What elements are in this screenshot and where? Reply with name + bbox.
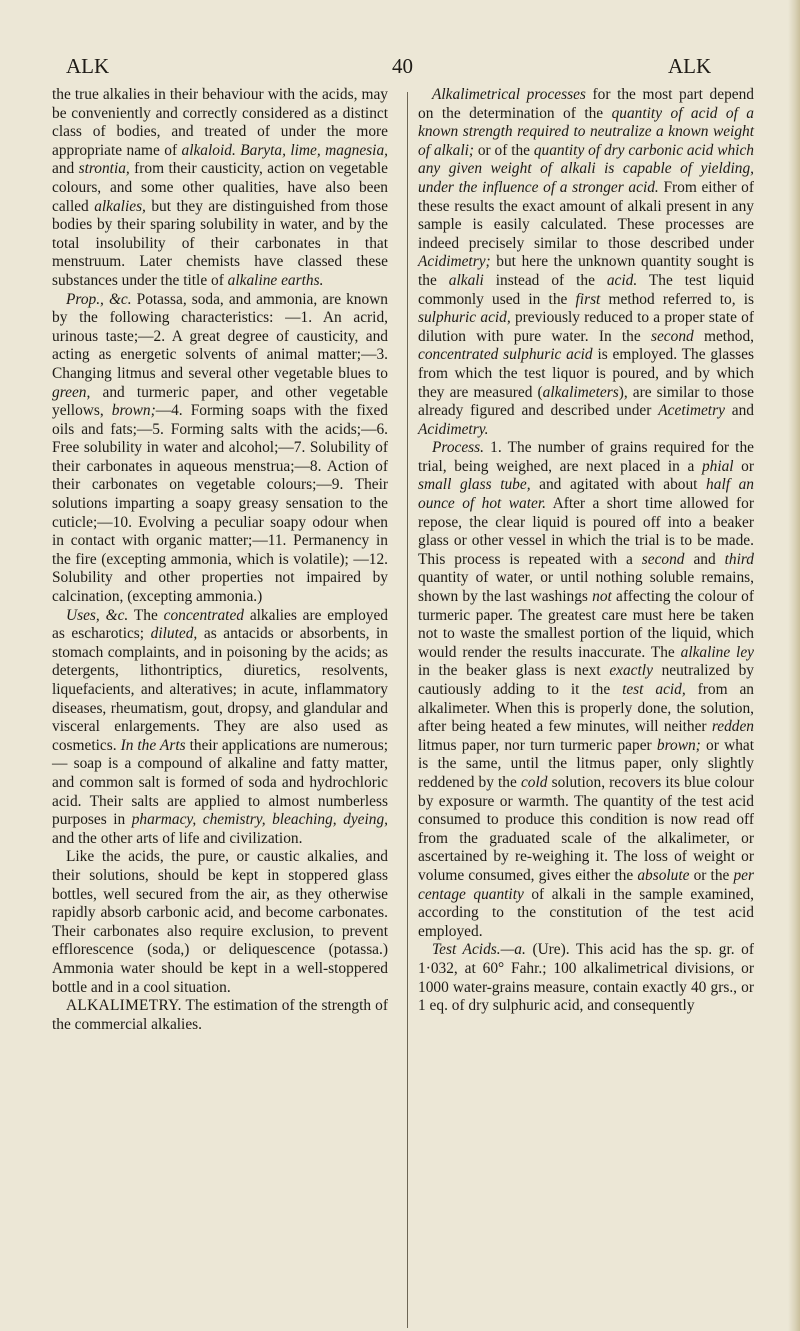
italic-text: Alkalimetrical processes [432, 86, 586, 103]
text-run: and [52, 160, 79, 178]
text-run: but they are distinguished from those bodies by their sparing solubility in water, and by the total insolubility of their carbonates in that menstruum. Later chemists have classed these substances under the title of [52, 197, 388, 289]
italic-text: second [650, 327, 694, 345]
text-run: method referred to, is [600, 290, 754, 308]
text-run: or the [689, 866, 734, 884]
text-run: Potassa, soda, and ammonia, are known by the following characteristics: —1. An acrid, urinous taste;—2. A great degree of causticity, and acting as energetic solvents of animal matter;—3. Changing litmus and several other vegetable blues to [52, 290, 388, 382]
italic-text: cold [520, 773, 548, 791]
text-run: the true alkalies in their behaviour with the acids, may be conveniently and correctly considered as a distinct class of bodies, and treated of under the more appropriate name of [52, 86, 388, 159]
text-run: From either of these results the exact amount of alkali present in any sample is easily calculated. These processes are indeed precisely similar to those described under [418, 178, 754, 252]
italic-text: strontia, [78, 160, 130, 178]
italic-text: In the Arts [120, 736, 186, 754]
italic-text: per centage quantity [418, 866, 754, 903]
italic-text: third [724, 550, 754, 568]
italic-text: brown; [111, 402, 156, 420]
text-run: Like the acids, the pure, or caustic alkalies, and their solutions, should be kept in stoppered glass bottles, well secured from the air, as they otherwise rapidly absorb carbonic acid, and become carbonates. Their carbonates also require exclusion, to prevent efflorescence (soda,) or deliquescence (potassa.) Ammonia water should be kept in a well-stoppered bottle and in a cool situation. [52, 848, 388, 996]
italic-text: Uses, &c. [66, 606, 129, 624]
paragraph [418, 941, 754, 1015]
italic-text: Process. [432, 439, 485, 457]
paragraph [52, 291, 388, 607]
text-run: —4. Forming soaps with the fixed oils and fats;—5. Forming salts with the acids;—6. Free solubility in water and alcohol;—7. Solubility of their carbonates in aqueous menstrua;—8. Action of their carbonates on vegetable colours;—9. Their solutions imparting a soapy greasy sensation to the cuticle;—10. Evolving a peculiar soapy odour when in contact with organic matter;—11. Permanency in the fire (excepting ammonia, which is volatile); —12. Solubility and other properties not impaired by calcination, (excepting ammonia.) [52, 402, 388, 606]
italic-text: Test Acids.—a. [432, 941, 526, 959]
italic-text: second [641, 550, 685, 568]
text-run: but here the unknown quantity sought is the [418, 253, 754, 289]
text-run: instead of the [483, 271, 607, 289]
text-run: (Ure). This acid has the sp. gr. of 1·032, at 60° Fahr.; 100 alkalimetrical divisions, or 1000 water-grains measure, contain exactly 40 grs., or 1 eq. of dry sulphuric acid, and consequently [418, 941, 754, 1015]
italic-text: alkaline ley [680, 643, 754, 661]
text-run: in the beaker glass is next [418, 662, 610, 680]
italic-text: acid. [606, 271, 638, 289]
text-run: ALKALIMETRY. [66, 997, 182, 1015]
text-run: neutralized by cautiously adding to it the [418, 662, 754, 698]
text-run: After a short time allowed for repose, the clear liquid is poured off into a beaker glass or other vessel in which the trial is to be made. This process is repeated with a [418, 495, 754, 568]
italic-text: not [592, 588, 612, 606]
italic-text: exactly [609, 662, 653, 680]
text-run: and [724, 402, 754, 420]
italic-text: quantity of acid of a known strength required to neutralize a known weight of alkali; [418, 104, 755, 159]
text-run: method, [693, 327, 754, 345]
text-run: quantity of water, or until nothing soluble remains, shown by the last washings [418, 569, 754, 606]
italic-text: absolute [637, 866, 690, 884]
italic-text: Acidimetry. [418, 420, 489, 438]
text-run: The estimation of the strength of the commercial alkalies. [52, 997, 388, 1033]
italic-text: small glass tube, [418, 476, 531, 494]
italic-text: quantity of dry carbonic acid which any given weight of alkali is capable of yielding, under the influence of a stronger acid. [418, 141, 754, 196]
italic-text: Prop., &c. [66, 290, 132, 308]
italic-text: alkalimeters [542, 383, 619, 401]
text-run: alkalies are employed as escharotics; [52, 606, 388, 643]
page-edge [788, 0, 800, 1331]
text-run: or [733, 457, 755, 475]
paragraph [418, 439, 754, 941]
italic-text: Acidimetry; [418, 253, 491, 271]
italic-text: phial [701, 457, 734, 475]
italic-text: Acetimetry [658, 402, 725, 420]
text-run: and turmeric paper, and other vegetable yellows, [52, 383, 388, 420]
text-run: and [684, 550, 725, 568]
italic-text: redden [711, 718, 754, 736]
text-run: from an alkalimeter. When this is properly done, the solution, after being heated a few minutes, will neither [418, 681, 754, 736]
text-run: litmus paper, nor turn turmeric paper [418, 736, 657, 754]
text-run: their applications are numerous;— soap is a compound of alkaline and fatty matter, and common salt is formed of soda and hydrochloric acid. Their salts are applied to almost numberless purposes in [52, 736, 388, 829]
header-right-catchword: ALK [668, 54, 712, 78]
italic-text: test acid, [622, 681, 686, 698]
text-run: or what is the same, until the litmus paper, only slightly reddened by the [418, 736, 754, 791]
italic-text: alkaloid. [181, 141, 236, 159]
text-run: 1. The number of grains required for the trial, being weighed, are next placed in a [418, 439, 754, 475]
text-run: and agitated with about [530, 476, 707, 494]
italic-text: concentrated sulphuric acid [418, 346, 593, 364]
italic-text: sulphuric acid, [418, 309, 511, 327]
italic-text: alkali [448, 271, 484, 289]
text-run: The [128, 606, 164, 624]
text-run: affecting the colour of turmeric paper. The greatest care must here be taken not to waste the smallest portion of the liquid, which would render the results inaccurate. The [418, 588, 755, 661]
column-divider [407, 92, 408, 1328]
header-left-catchword: ALK [66, 54, 110, 78]
running-header [0, 54, 800, 80]
text-run: as antacids or absorbents, in stomach complaints, and in poisoning by the acids; as detergents, lithontriptics, diuretics, resolvents, liquefacients, and alteratives; in acute, inflammatory diseases, rheumatism, gout, dropsy, and glandular and visceral enlargements. They are also used as cosmetics. [52, 625, 388, 754]
text-run: The test liquid commonly used in the [418, 271, 755, 308]
italic-text: alkaline earths. [227, 271, 324, 289]
italic-text: Baryta, lime, magnesia, [240, 141, 388, 159]
paragraph [52, 848, 388, 997]
page-number: 40 [392, 54, 413, 78]
text-run: solution, recovers its blue colour by exposure or warmth. The quantity of the test acid consumed to produce this condition is now read off from the graduated scale of the alkalimeter, or ascertained by re-weighing it. The loss of weight or volume consumed, gives either the [418, 773, 755, 884]
paragraph [52, 607, 388, 849]
paragraph [52, 997, 388, 1034]
italic-text: first [575, 290, 601, 308]
italic-text: half an ounce of hot water. [418, 476, 754, 513]
text-run: or of the [474, 141, 534, 159]
italic-text: brown; [656, 736, 701, 754]
italic-text: alkalies, [94, 197, 146, 215]
text-run: is employed. The glasses from which the test liquor is poured, and by which they are measured ( [418, 346, 754, 401]
italic-text: pharmacy, chemistry, bleaching, dyeing, [131, 811, 388, 829]
text-run: and the other arts of life and civilization. [52, 829, 303, 847]
text-run: previously reduced to a proper state of dilution with pure water. In the [418, 309, 754, 345]
paragraph [418, 86, 754, 439]
italic-text: concentrated [163, 606, 244, 624]
italic-text: green, [52, 383, 91, 401]
paragraph [52, 86, 388, 291]
italic-text: diluted, [150, 625, 198, 643]
right-column [418, 86, 754, 1016]
left-column [52, 86, 388, 1034]
text-run: from their causticity, action on vegetable colours, and some other qualities, have also been called [52, 160, 388, 215]
text-run: for the most part depend on the determination of the [418, 86, 754, 122]
text-run: ), are similar to those already figured and described under [418, 383, 754, 420]
text-run: of alkali in the sample examined, according to the constitution of the test acid employed. [418, 885, 754, 940]
